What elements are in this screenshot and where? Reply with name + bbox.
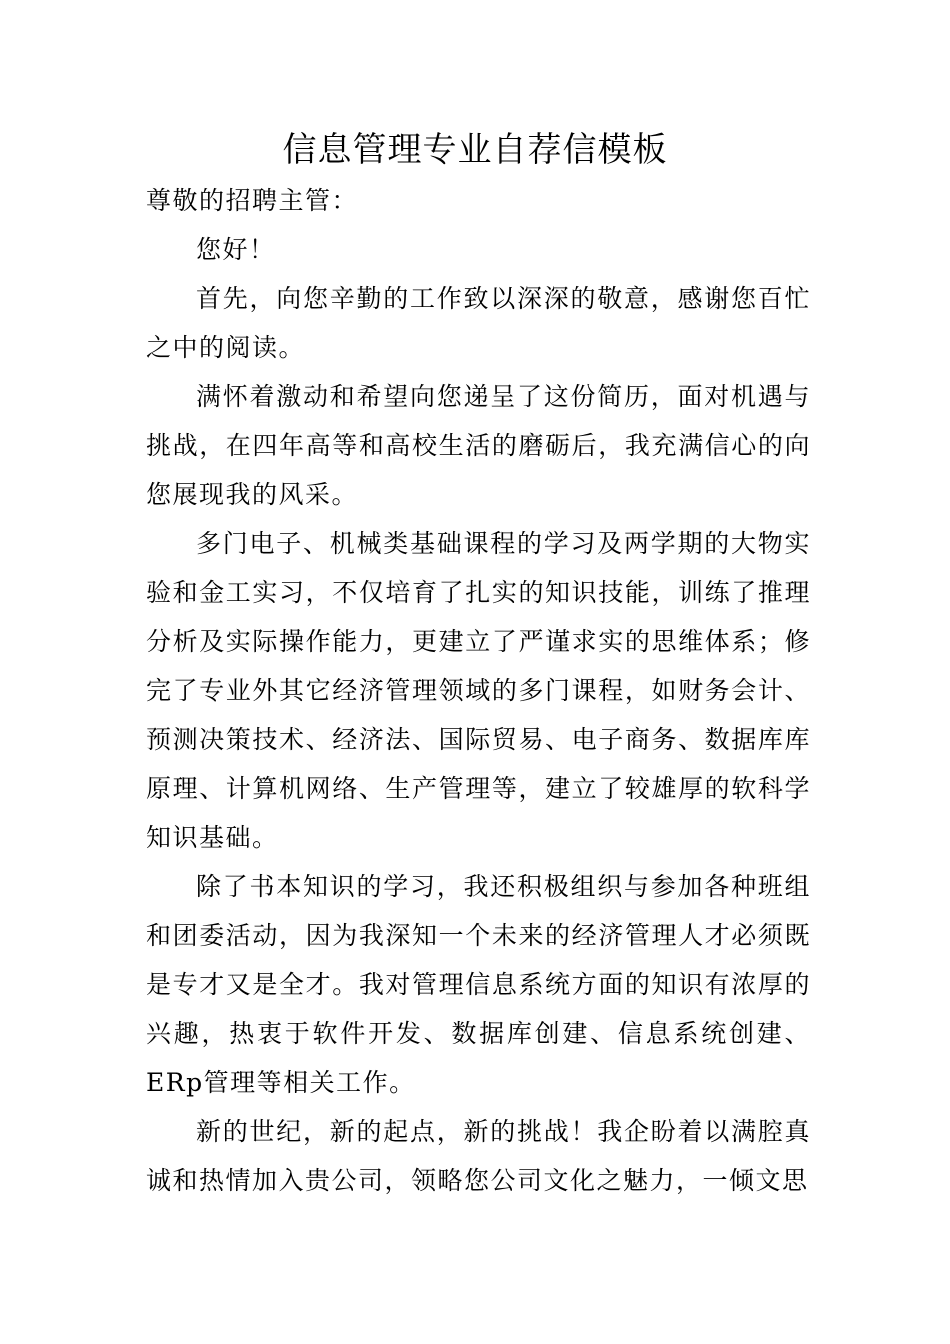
body-paragraph: 首先，向您辛勤的工作致以深深的敬意，感谢您百忙之中的阅读。	[146, 284, 811, 362]
letter-body	[146, 176, 811, 1205]
body-paragraph: 多门电子、机械类基础课程的学习及两学期的大物实验和金工实习，不仅培育了扎实的知识技能，训练了推理分析及实际操作能力，更建立了严谨求实的思维体系；修完了专业外其它经济管理领域的多门课程，如财务会计、预测决策技术、经济法、国际贸易、电子商务、数据库库原理、计算机网络、生产管理等，建立了较雄厚的软科学知识基础。	[146, 529, 811, 852]
body-paragraph: 满怀着激动和希望向您递呈了这份简历，面对机遇与挑战，在四年高等和高校生活的磨砺后，我充满信心的向您展现我的风采。	[146, 382, 811, 509]
greeting-paragraph: 您好！	[196, 235, 276, 264]
body-paragraph: 除了书本知识的学习，我还积极组织与参加各种班组和团委活动，因为我深知一个未来的经济管理人才必须既是专才又是全才。我对管理信息系统方面的知识有浓厚的兴趣，热衷于软件开发、数据库创建、信息系统创建、ERp管理等相关工作。	[146, 872, 811, 1097]
document-title: 信息管理专业自荐信模板	[282, 130, 668, 170]
salutation: 尊敬的招聘主管：	[146, 186, 359, 215]
body-paragraph: 新的世纪，新的起点，新的挑战！我企盼着以满腔真诚和热情加入贵公司，领略您公司文化之魅力，一倾文思	[146, 1117, 811, 1195]
